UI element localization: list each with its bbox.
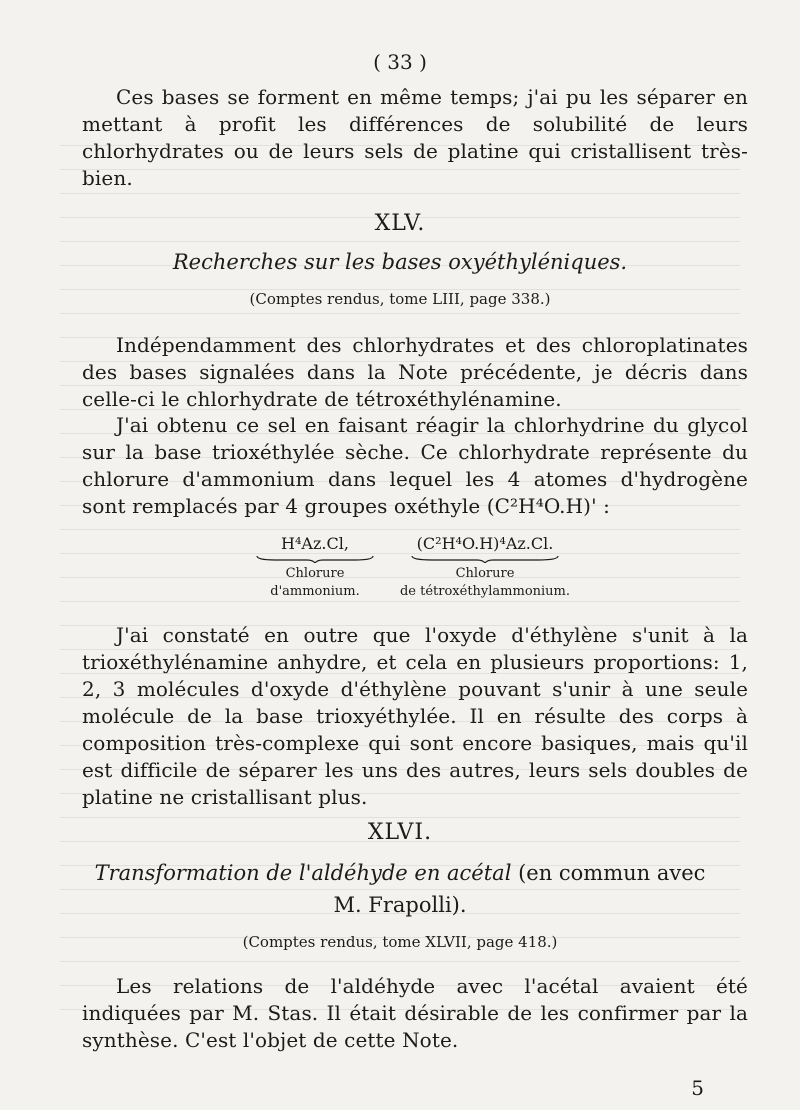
section-source-xlvi: (Comptes rendus, tome XLVII, page 418.) xyxy=(242,933,558,951)
section-source-xlv: (Comptes rendus, tome LIII, page 338.) xyxy=(249,290,551,308)
underbrace xyxy=(255,555,375,563)
section-numeral-xlv: XLV. xyxy=(374,211,426,236)
underbrace xyxy=(410,555,560,563)
section-title-xlvi-line2 xyxy=(0,893,800,917)
paragraph-4: J'ai constaté en outre que l'oxyde d'éthylène s'unit à la trioxéthylénamine anhydre, et cela en plusieurs proportions: 1, 2, 3 molécules d'oxyde d'éthylène pouvant s'unir à une seule molécule de la base trioxyéthylée. Il en résulte des corps à composition très-complexe qui sont encore basiques, mais qu'il est difficile de séparer les uns des autres, leurs sels doubles de platine ne cristallisant plus. xyxy=(82,623,748,809)
section-title-roman-1: (en commun avec xyxy=(511,861,706,885)
formula-caption-1: Chlorure xyxy=(285,566,345,581)
section-title-xlvi xyxy=(0,861,800,885)
section-title-italic: Transformation de l'aldéhyde en acétal xyxy=(94,861,512,885)
section-title-xlv: Recherches sur les bases oxyéthyléniques. xyxy=(172,250,628,274)
formula-caption-2: d'ammonium. xyxy=(270,584,360,599)
formula-caption-1: Chlorure xyxy=(455,566,515,581)
page-number: ( 33 ) xyxy=(373,50,427,74)
signature-mark: 5 xyxy=(691,1076,704,1100)
section-title-roman-2: M. Frapolli). xyxy=(333,893,467,917)
paragraph-2: Indépendamment des chlorhydrates et des chloroplatinates des bases signalées dans la Note précédente, je décris dans celle-ci le chlorhydrate de tétroxéthylénamine. xyxy=(82,333,748,411)
formula-ammonium-chloride xyxy=(240,534,390,601)
formula-text: (C²H⁴O.H)⁴Az.Cl. xyxy=(416,534,554,553)
formula-tetroxethylammonium-chloride xyxy=(395,534,575,601)
section-numeral-xlvi: XLVI. xyxy=(367,820,433,845)
paragraph-1: Ces bases se forment en même temps; j'ai pu les séparer en mettant à profit les différences de solubilité de leurs chlorhydrates ou de leurs sels de platine qui cristallisent très-bien. xyxy=(82,85,748,190)
paragraph-3: J'ai obtenu ce sel en faisant réagir la chlorhydrine du glycol sur la base trioxéthylée sèche. Ce chlorhydrate représente du chlorure d'ammonium dans lequel les 4 atomes d'hydrogène sont remplacés par 4 groupes oxéthyle (C²H⁴O.H)' : xyxy=(82,413,748,518)
formula-caption-2: de tétroxéthylammonium. xyxy=(399,584,571,599)
paragraph-5: Les relations de l'aldéhyde avec l'acétal avaient été indiquées par M. Stas. Il était désirable de les confirmer par la synthèse. C'est l'objet de cette Note. xyxy=(82,974,748,1052)
formula-text: H⁴Az.Cl, xyxy=(281,534,349,553)
